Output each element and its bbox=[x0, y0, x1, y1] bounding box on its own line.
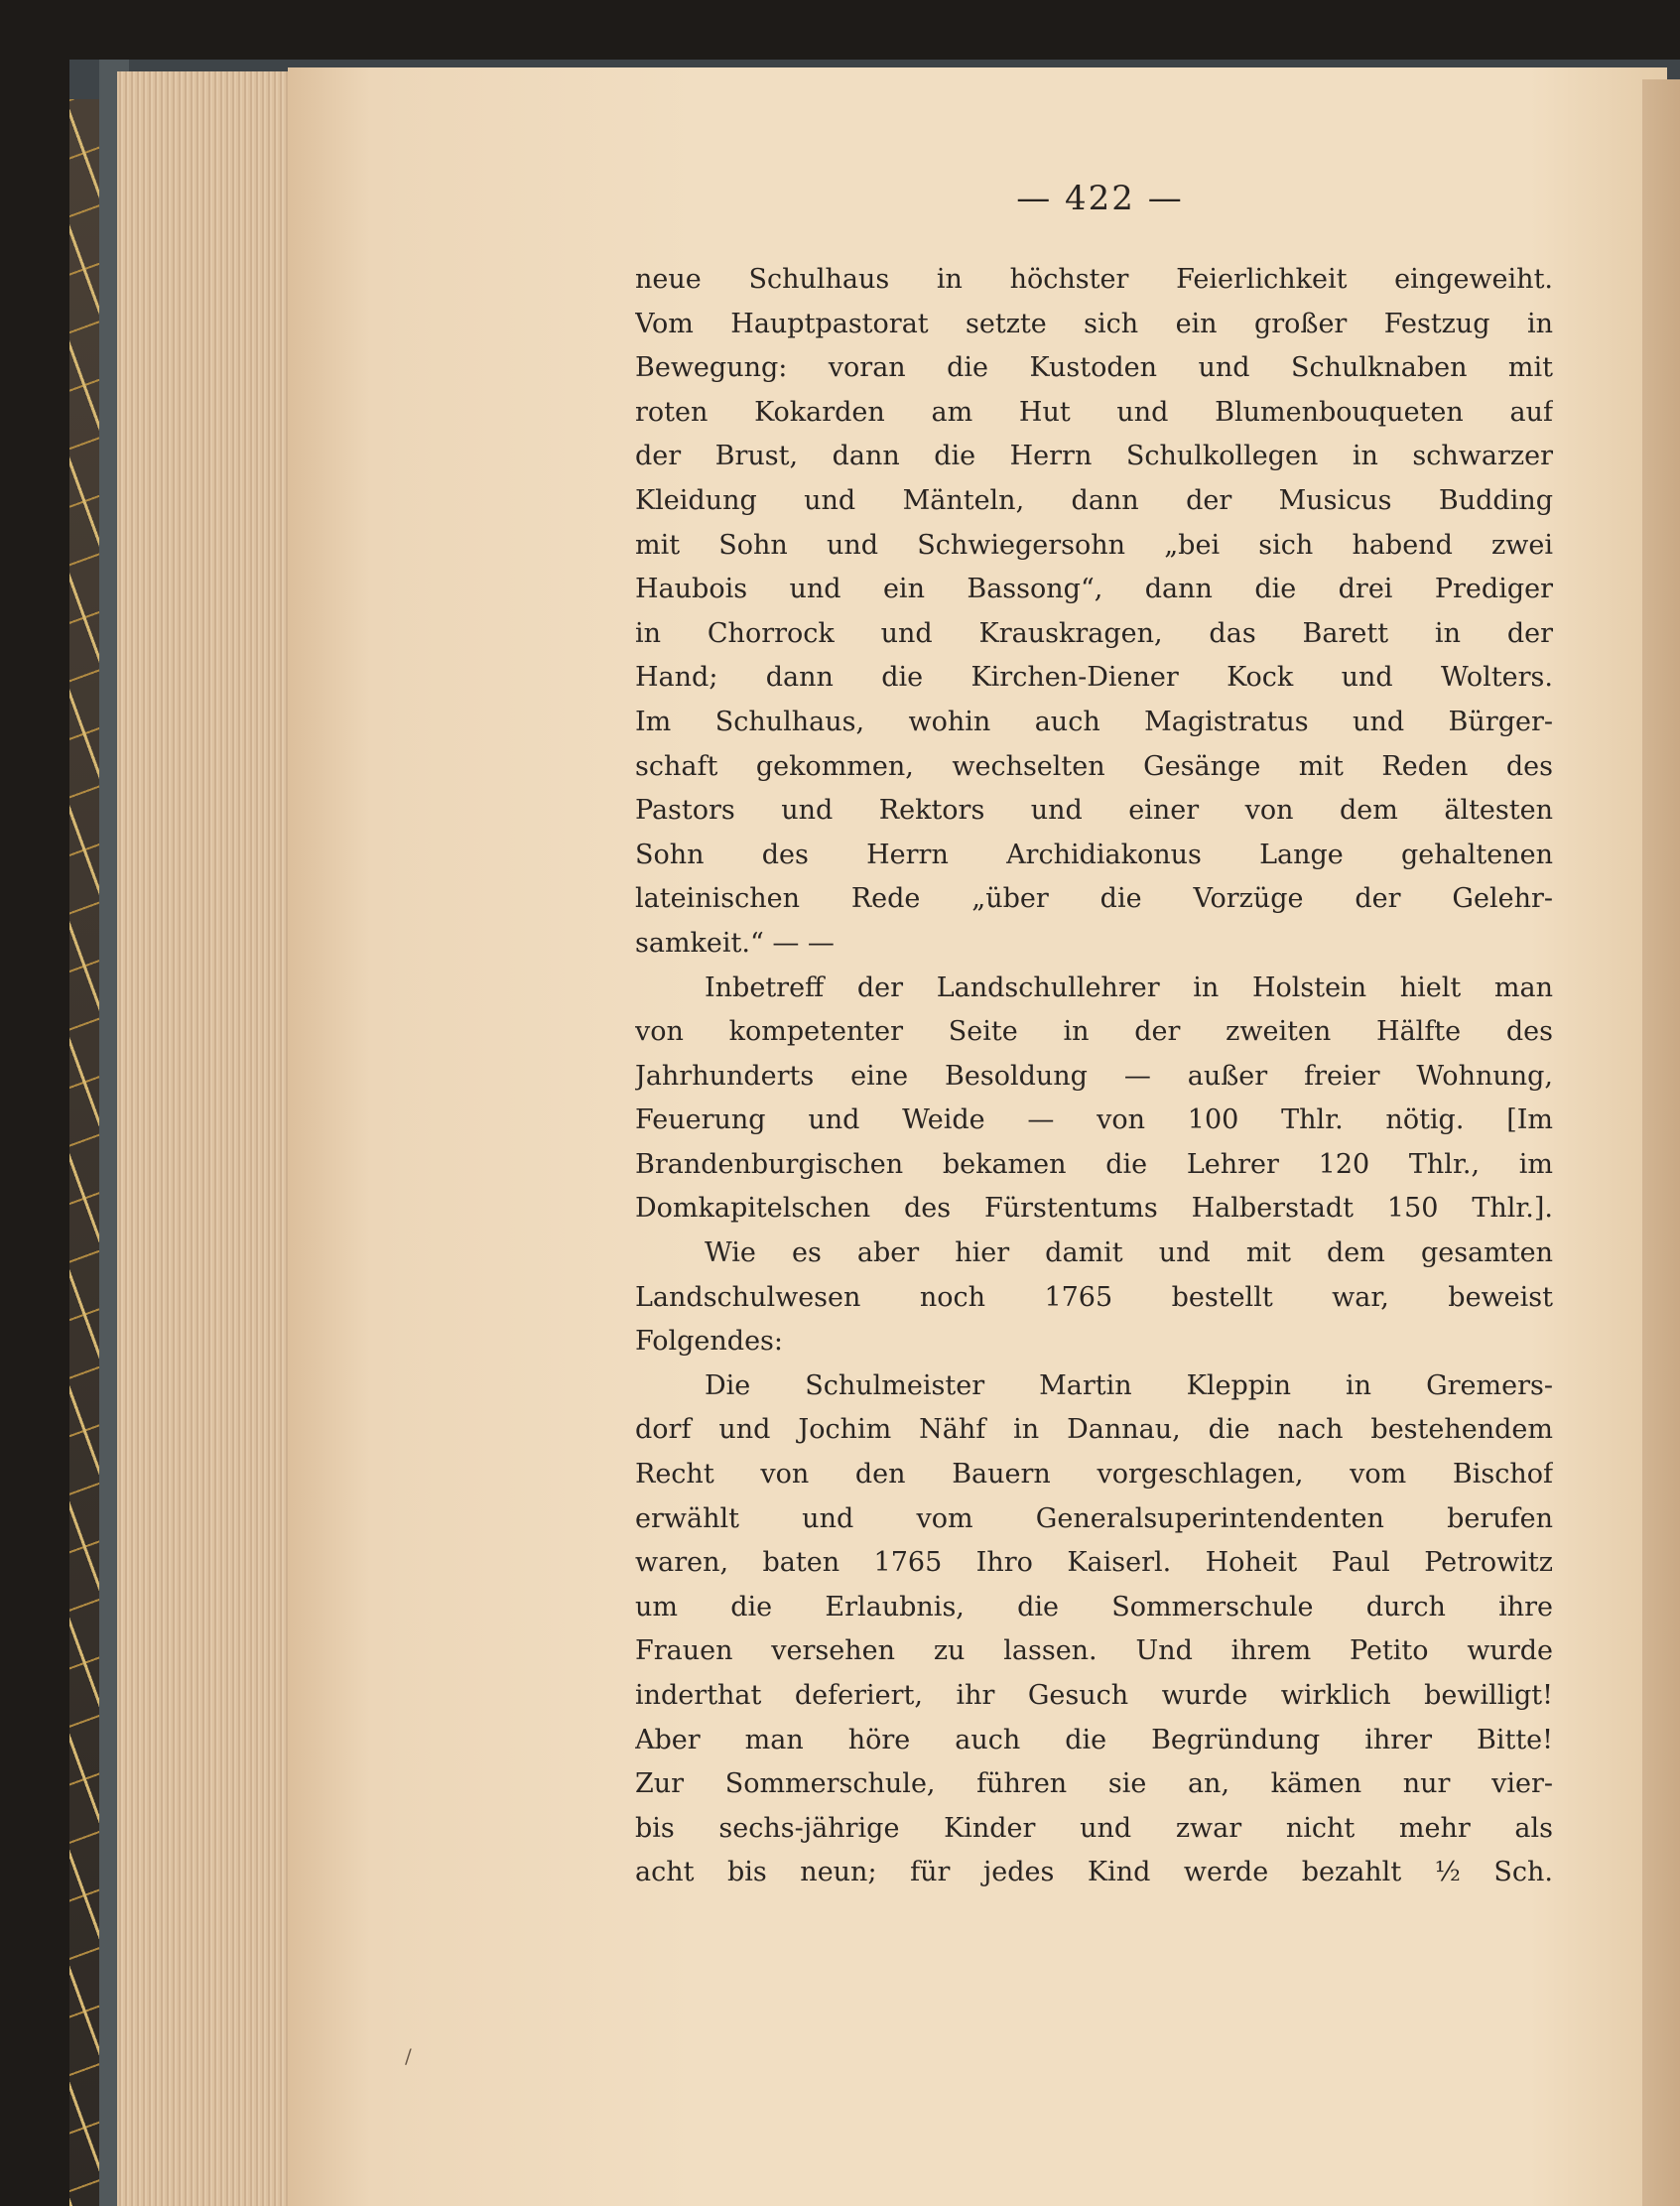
text-line: schaft gekommen, wechselten Gesänge mit Reden des bbox=[635, 750, 1553, 782]
text-line: neue Schulhaus in höchster Feierlichkeit eingeweiht. bbox=[635, 264, 1553, 295]
text-line: erwählt und vom Generalsuperintendenten berufen bbox=[635, 1502, 1553, 1534]
text-line: mit Sohn und Schwiegersohn „bei sich habend zwei bbox=[635, 529, 1553, 561]
text-line: Aber man höre auch die Begründung ihrer Bitte! bbox=[635, 1724, 1553, 1755]
text-line: um die Erlaubnis, die Sommerschule durch ihre bbox=[635, 1591, 1553, 1622]
text-line: Inbetreff der Landschullehrer in Holstein hielt man bbox=[705, 972, 1553, 1003]
text-line: der Brust, dann die Herrn Schulkollegen in schwarzer bbox=[635, 441, 1553, 472]
text-line: Domkapitelschen des Fürstentums Halberstadt 150 Thlr.]. bbox=[635, 1193, 1553, 1225]
text-line: Feuerung und Weide — von 100 Thlr. nötig. [Im bbox=[635, 1104, 1553, 1136]
margin-mark: / bbox=[405, 2044, 412, 2068]
text-line: Im Schulhaus, wohin auch Magistratus und Bürger- bbox=[635, 706, 1553, 737]
text-line: Sohn des Herrn Archidiakonus Lange gehaltenen bbox=[635, 839, 1553, 870]
text-line: roten Kokarden am Hut und Blumenbouqueten auf bbox=[635, 396, 1553, 428]
text-line: waren, baten 1765 Ihro Kaiserl. Hoheit Paul Petrowitz bbox=[635, 1547, 1553, 1579]
text-line: Wie es aber hier damit und mit dem gesamten bbox=[705, 1237, 1553, 1269]
text-line: bis sechs-jährige Kinder und zwar nicht mehr als bbox=[635, 1812, 1553, 1844]
text-line: Pastors und Rektors und einer von dem ältesten bbox=[635, 795, 1553, 827]
page-text bbox=[635, 169, 1553, 1895]
text-line: acht bis neun; für jedes Kind werde bezahlt ½ Sch. bbox=[635, 1857, 1553, 1888]
text-line: Folgendes: bbox=[635, 1326, 784, 1358]
text-line: Brandenburgischen bekamen die Lehrer 120 Thlr., im bbox=[635, 1148, 1553, 1180]
text-line: Die Schulmeister Martin Kleppin in Gremers- bbox=[705, 1369, 1553, 1401]
text-line: Jahrhunderts eine Besoldung — außer freier Wohnung, bbox=[635, 1060, 1553, 1092]
text-line: Vom Hauptpastorat setzte sich ein großer Festzug in bbox=[635, 308, 1553, 339]
text-line: von kompetenter Seite in der zweiten Hälfte des bbox=[635, 1016, 1553, 1048]
text-line: lateinischen Rede „über die Vorzüge der Gelehr- bbox=[635, 883, 1553, 915]
text-line: Bewegung: voran die Kustoden und Schulknaben mit bbox=[635, 352, 1553, 384]
text-line: Kleidung und Mänteln, dann der Musicus Budding bbox=[635, 484, 1553, 516]
next-page-edge bbox=[1642, 79, 1680, 2206]
text-line: Zur Sommerschule, führen sie an, kämen nur vier- bbox=[635, 1768, 1553, 1800]
text-line: Frauen versehen zu lassen. Und ihrem Petito wurde bbox=[635, 1635, 1553, 1667]
text-line: samkeit.“ — — bbox=[635, 927, 835, 959]
text-line: dorf und Jochim Nähf in Dannau, die nach bestehendem bbox=[635, 1414, 1553, 1446]
text-line: Recht von den Bauern vorgeschlagen, vom Bischof bbox=[635, 1459, 1553, 1491]
page-number: — 422 — bbox=[1016, 179, 1184, 218]
text-line: in Chorrock und Krauskragen, das Barett in der bbox=[635, 617, 1553, 649]
page-edges bbox=[117, 71, 306, 2206]
text-line: inderthat deferiert, ihr Gesuch wurde wirklich bewilligt! bbox=[635, 1680, 1553, 1711]
text-line: Landschulwesen noch 1765 bestellt war, beweist bbox=[635, 1281, 1553, 1313]
text-line: Haubois und ein Bassong“, dann die drei Prediger bbox=[635, 574, 1553, 605]
text-line: Hand; dann die Kirchen-Diener Kock und Wolters. bbox=[635, 662, 1553, 694]
